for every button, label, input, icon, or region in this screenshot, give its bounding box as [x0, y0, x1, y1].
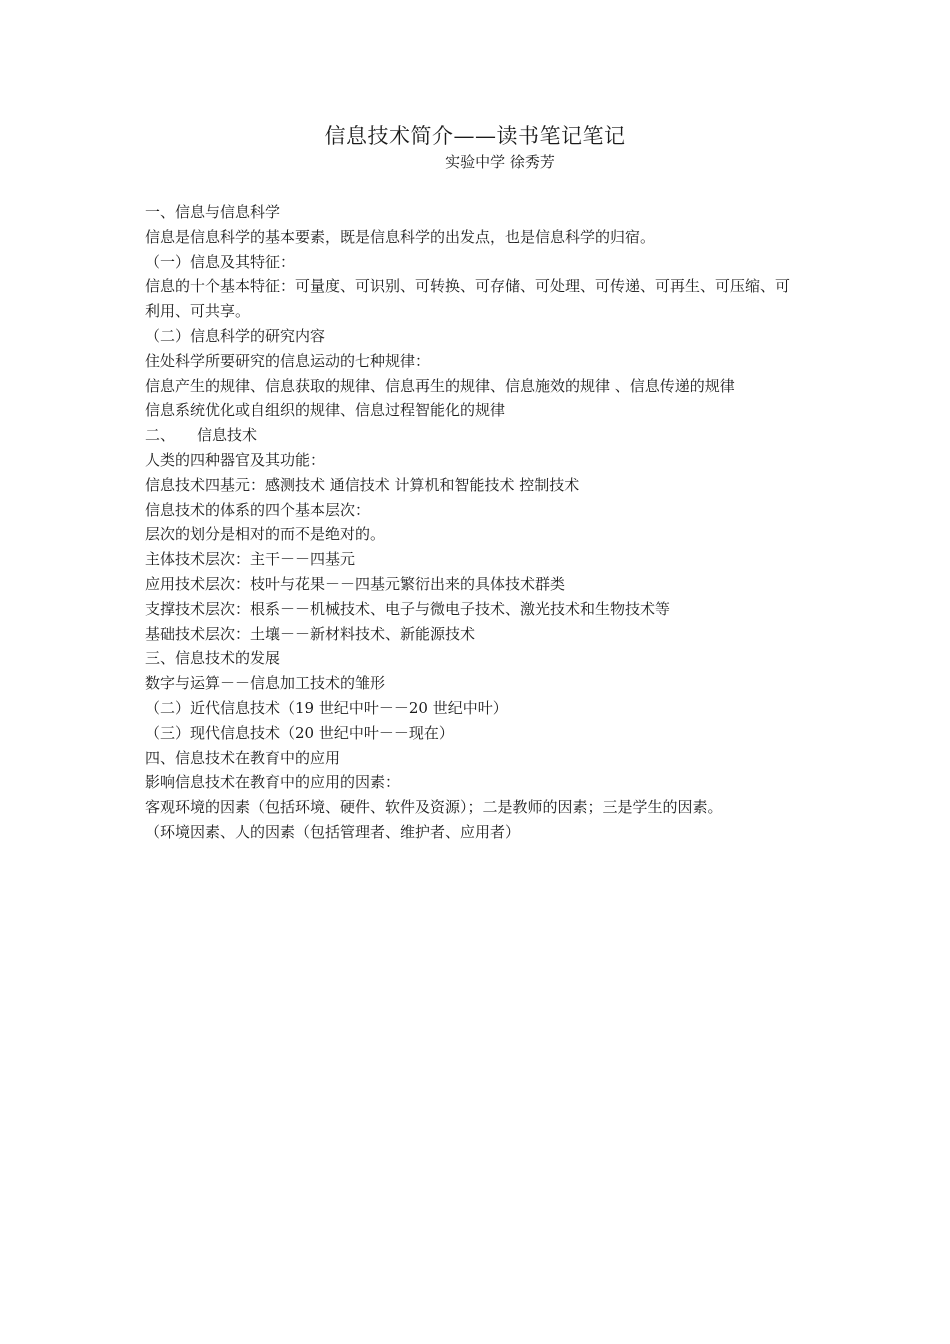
paragraph: （环境因素、人的因素（包括管理者、维护者、应用者）	[145, 822, 521, 841]
paragraph: 信息技术的体系的四个基本层次：	[145, 500, 371, 519]
section-heading-3: 三、信息技术的发展	[145, 649, 281, 668]
document-subtitle: 实验中学 徐秀芳	[445, 153, 555, 171]
paragraph-continuation: 利用、可共享。	[145, 302, 251, 321]
paragraph: 客观环境的因素（包括环境、硬件、软件及资源）；二是教师的因素；三是学生的因素。	[145, 798, 723, 817]
subsection-heading: （一）信息及其特征：	[145, 252, 296, 271]
paragraph: 信息技术四基元：感测技术 通信技术 计算机和智能技术 控制技术	[145, 475, 580, 494]
paragraph: 基础技术层次：土壤－－新材料技术、新能源技术	[145, 624, 476, 643]
section-heading-1: 一、信息与信息科学	[145, 203, 281, 221]
paragraph: 住处科学所要研究的信息运动的七种规律：	[145, 351, 431, 370]
paragraph: 支撑技术层次：根系－－机械技术、电子与微电子技术、激光技术和生物技术等	[145, 599, 671, 618]
section-heading-text: 信息技术	[197, 426, 258, 445]
subsection-heading: （三）现代信息技术（20 世纪中叶－－现在）	[145, 723, 454, 742]
paragraph: 信息的十个基本特征：可量度、可识别、可转换、可存储、可处理、可传递、可再生、可压缩、可	[145, 277, 791, 296]
document-title: 信息技术简介——读书笔记笔记	[324, 124, 626, 148]
paragraph: 人类的四种器官及其功能：	[145, 450, 326, 469]
paragraph: 应用技术层次：枝叶与花果－－四基元繁衍出来的具体技术群类	[145, 574, 566, 593]
document-body	[145, 200, 815, 845]
paragraph: 信息系统优化或自组织的规律、信息过程智能化的规律	[145, 401, 506, 420]
paragraph: 信息是信息科学的基本要素，既是信息科学的出发点，也是信息科学的归宿。	[145, 227, 656, 246]
section-heading-4: 四、信息技术在教育中的应用	[145, 748, 341, 767]
subsection-heading: （二）信息科学的研究内容	[145, 326, 326, 345]
paragraph: 影响信息技术在教育中的应用的因素：	[145, 773, 401, 792]
section-heading-2	[145, 423, 815, 448]
paragraph: 信息产生的规律、信息获取的规律、信息再生的规律、信息施效的规律 、信息传递的规律	[145, 376, 735, 395]
paragraph: 层次的划分是相对的而不是绝对的。	[145, 525, 386, 544]
paragraph: 主体技术层次：主干－－四基元	[145, 550, 356, 569]
section-number: 二、	[145, 426, 176, 445]
paragraph: 数字与运算－－信息加工技术的雏形	[145, 674, 386, 693]
subsection-heading: （二）近代信息技术（19 世纪中叶－－20 世纪中叶）	[145, 698, 508, 717]
